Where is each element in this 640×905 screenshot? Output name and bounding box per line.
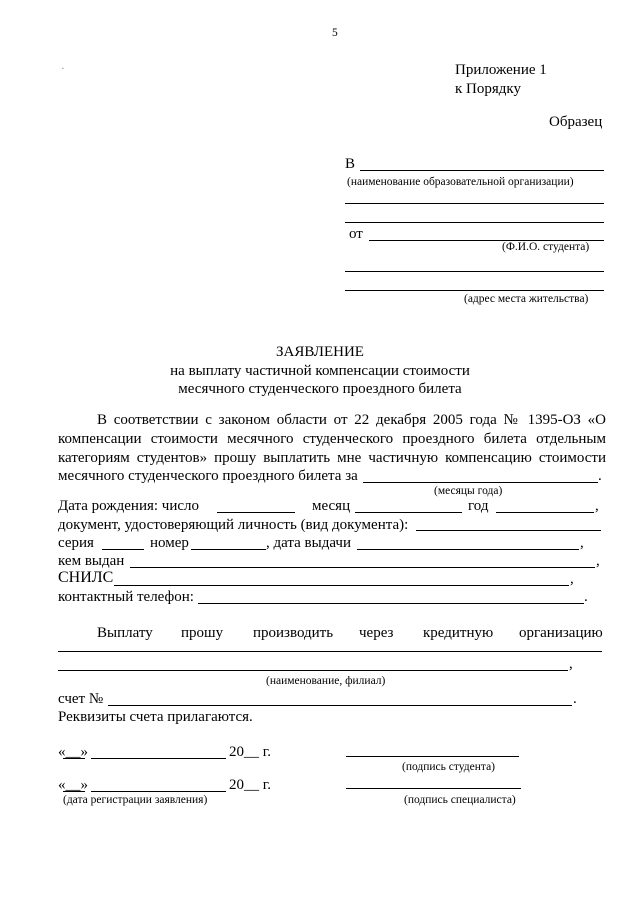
payment-word-2: прошу — [181, 625, 224, 641]
year-label: год — [468, 498, 489, 514]
registration-date-open: «__» — [58, 777, 88, 793]
from-prefix: от — [349, 226, 363, 242]
paragraph-line-4: месячного студенческого проездного билета за — [58, 468, 358, 484]
phone-period: . — [584, 589, 588, 605]
student-date-month-field[interactable] — [91, 758, 226, 759]
address-caption: (адрес места жительства) — [464, 293, 589, 305]
bank-comma: , — [569, 656, 573, 672]
birth-date-label: Дата рождения: число — [58, 498, 200, 514]
registration-date-month-field[interactable] — [91, 791, 226, 792]
paragraph-line-3: категориям студентов» прошу выплатить мне частичную компенсацию стоимости — [58, 450, 606, 466]
snils-label: СНИЛС — [58, 569, 114, 586]
to-prefix: В — [345, 156, 356, 172]
paragraph-line-1: В соответствии с законом области от 22 декабря 2005 года № 1395-ОЗ «О — [97, 412, 606, 428]
issue-date-label: , дата выдачи — [266, 535, 351, 551]
registration-date-year: 20__ г. — [229, 777, 271, 793]
bank-line-2[interactable] — [58, 670, 568, 671]
issue-date-field[interactable] — [357, 549, 579, 550]
number-label: номер — [150, 535, 189, 551]
series-label: серия — [58, 535, 94, 551]
registration-date-caption: (дата регистрации заявления) — [63, 794, 208, 806]
account-label: счет № — [58, 691, 104, 707]
appendix-label: Приложение 1 — [455, 62, 547, 78]
account-period: . — [573, 691, 577, 707]
stray-mark: · — [61, 63, 65, 75]
student-signature-field[interactable] — [346, 756, 519, 757]
organization-line-2[interactable] — [345, 203, 604, 204]
number-field[interactable] — [191, 549, 266, 550]
birth-day-field[interactable] — [217, 512, 295, 513]
snils-field[interactable] — [114, 585, 569, 586]
sample-label: Образец — [549, 114, 603, 130]
student-date-year: 20__ г. — [229, 744, 271, 760]
registration-date-day-field[interactable] — [63, 791, 85, 792]
organization-caption: (наименование образовательной организации) — [347, 176, 574, 188]
birth-year-field[interactable] — [496, 512, 594, 513]
attached-note: Реквизиты счета прилагаются. — [58, 709, 253, 725]
months-field[interactable] — [363, 482, 598, 483]
birth-comma: , — [595, 498, 599, 514]
birth-month-field[interactable] — [355, 512, 462, 513]
paragraph-line-2: компенсации стоимости месячного студенческого проездного билета отдельным — [58, 431, 606, 447]
specialist-signature-field[interactable] — [346, 788, 521, 789]
id-document-field[interactable] — [416, 530, 601, 531]
address-line-1[interactable] — [345, 271, 604, 272]
organization-field[interactable] — [360, 170, 604, 171]
issued-by-comma: , — [596, 553, 600, 569]
payment-word-5: кредитную — [423, 625, 494, 641]
bank-line-1[interactable] — [58, 651, 602, 652]
to-order-label: к Порядку — [455, 81, 521, 97]
period-end: . — [598, 468, 602, 484]
specialist-signature-caption: (подпись специалиста) — [404, 794, 516, 806]
phone-label: контактный телефон: — [58, 589, 194, 605]
issue-date-comma: , — [580, 535, 584, 551]
issued-by-field[interactable] — [130, 567, 595, 568]
page-number: 5 — [332, 27, 338, 39]
title-line-1: на выплату частичной компенсации стоимости — [170, 363, 470, 379]
student-signature-caption: (подпись студента) — [402, 761, 495, 773]
student-date-day-field[interactable] — [63, 758, 85, 759]
payment-word-1: Выплату — [97, 625, 153, 641]
id-document-label: документ, удостоверяющий личность (вид документа): — [58, 517, 409, 533]
payment-word-6: организацию — [519, 625, 603, 641]
bank-caption: (наименование, филиал) — [266, 675, 386, 687]
address-line-2[interactable] — [345, 290, 604, 291]
title-line-2: месячного студенческого проездного билета — [178, 381, 462, 397]
student-name-caption: (Ф.И.О. студента) — [502, 241, 590, 253]
months-caption: (месяцы года) — [434, 485, 503, 497]
issued-by-label: кем выдан — [58, 553, 125, 569]
organization-line-3[interactable] — [345, 222, 604, 223]
document-title: ЗАЯВЛЕНИЕ — [276, 344, 364, 360]
snils-comma: , — [570, 571, 574, 587]
series-field[interactable] — [102, 549, 144, 550]
payment-word-3: производить — [253, 625, 334, 641]
payment-word-4: через — [359, 625, 394, 641]
account-field[interactable] — [108, 705, 572, 706]
phone-field[interactable] — [198, 603, 584, 604]
student-date-open: «__» — [58, 744, 88, 760]
month-label: месяц — [312, 498, 351, 514]
